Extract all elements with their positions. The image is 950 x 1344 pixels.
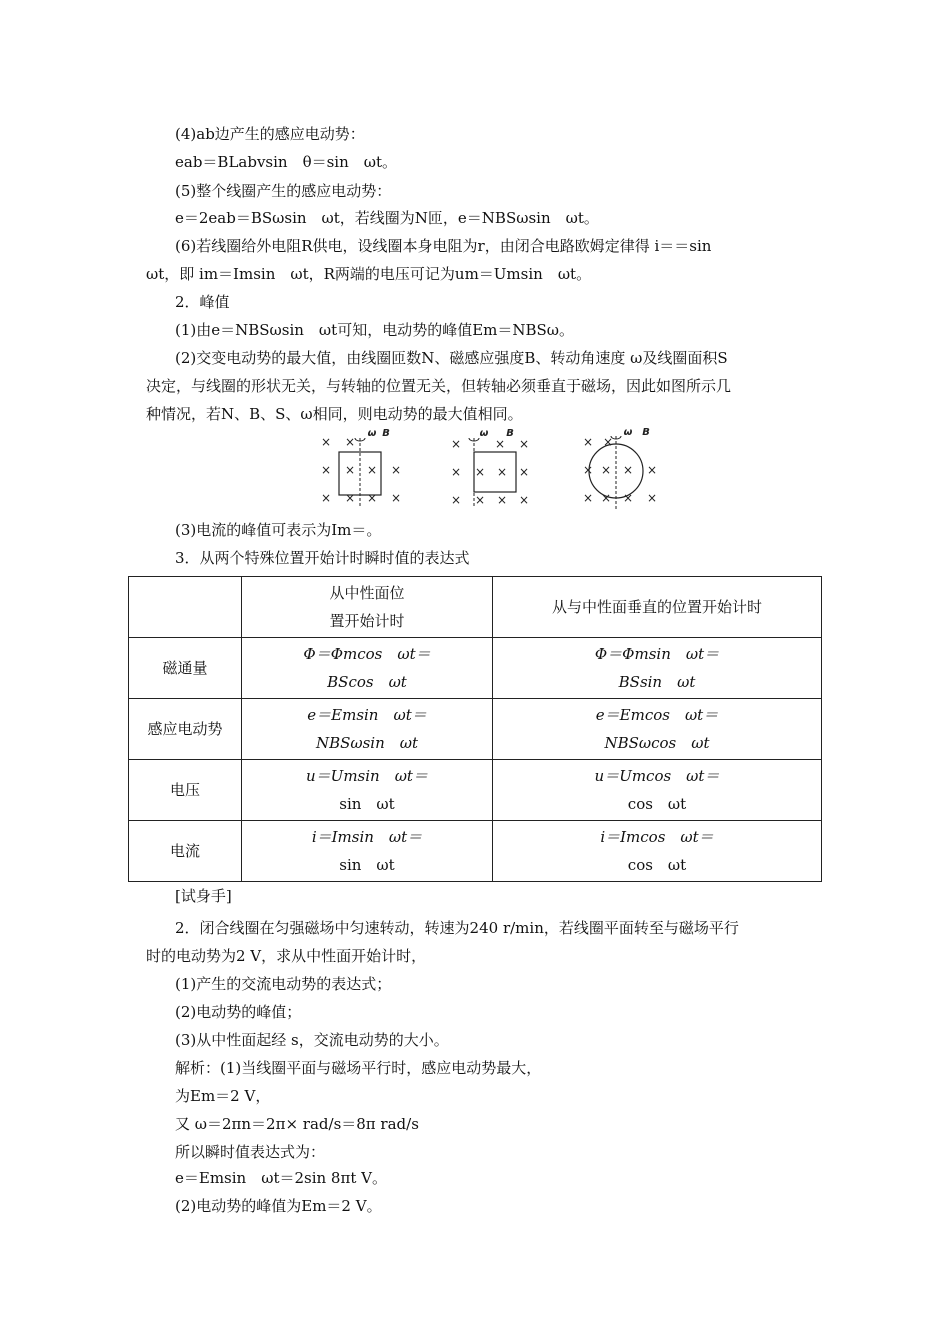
table-row [129,760,822,821]
figure-square-centered-axis [321,428,401,508]
omega-label: ω [623,427,633,438]
figure-circle-axis [583,427,657,510]
cross-mark: × [646,463,658,477]
figure-square-edge-axis [451,428,529,508]
cell-flux-neutral: Φ＝Φmcos ωt＝ BScos ωt [242,638,493,699]
omega-label: ω [367,428,377,439]
solution-line-5: e＝Emsin ωt＝2sin 8πt V。 [175,1169,387,1187]
cross-mark: × [622,463,634,477]
cross-mark: × [390,463,402,477]
section-heading-peak: 2．峰值 [175,293,230,311]
text-line-ohm-law-2: ωt，即 im＝Imsin ωt，R两端的电压可记为um＝Umsin ωt。 [146,265,592,283]
cross-mark: × [494,437,506,451]
cell-current-perpendicular: i＝Imcos ωt＝ cos ωt [493,821,822,882]
cross-mark: × [474,465,486,479]
cell-flux-perpendicular: Φ＝Φmsin ωt＝ BSsin ωt [493,638,822,699]
b-field-label: B [506,428,514,439]
cross-mark: × [320,435,332,449]
text-line-peak-1: (1)由e＝NBSωsin ωt可知，电动势的峰值Em＝NBSω。 [175,321,575,339]
cross-mark: × [450,493,462,507]
section-heading-instantaneous: 3．从两个特殊位置开始计时瞬时值的表达式 [175,549,470,567]
table-header-perpendicular: 从与中性面垂直的位置开始计时 [493,577,822,638]
cell-voltage-neutral: u＝Umsin ωt＝ sin ωt [242,760,493,821]
solution-line-3: 又 ω＝2πn＝2π× rad/s＝8π rad/s [175,1115,419,1133]
text-line-ohm-law-1: (6)若线圈给外电阻R供电，设线圈本身电阻为r，由闭合电路欧姆定律得 i＝＝sin [175,237,712,255]
cross-mark: × [344,463,356,477]
cross-mark: × [320,463,332,477]
cross-mark: × [582,463,594,477]
solution-line-2: 为Em＝2 V， [175,1087,271,1105]
omega-label: ω [479,428,489,439]
cross-mark: × [518,465,530,479]
table-row [129,699,822,760]
cross-mark: × [600,491,612,505]
solution-line-4: 所以瞬时值表达式为： [175,1143,326,1161]
solution-line-6: (2)电动势的峰值为Em＝2 V。 [175,1197,382,1215]
coil-field-figures [312,426,672,516]
cross-mark: × [602,435,614,449]
row-label-current: 电流 [129,821,242,882]
solution-line-1: 解析：(1)当线圈平面与磁场平行时，感应电动势最大， [175,1059,542,1077]
cell-voltage-perpendicular: u＝Umcos ωt＝ cos ωt [493,760,822,821]
text-line-coil-emf-title: (5)整个线圈产生的感应电动势： [175,182,392,200]
row-label-flux: 磁通量 [129,638,242,699]
text-line-coil-emf-formula: e＝2eab＝BSωsin ωt，若线圈为N匝，e＝NBSωsin ωt。 [175,209,599,227]
table-header-row [129,577,822,638]
text-line-ab-emf-formula: eab＝BLabvsin θ＝sin ωt。 [175,153,398,171]
cross-mark: × [344,491,356,505]
text-line-peak-2c: 种情况，若N、B、S、ω相同，则电动势的最大值相同。 [146,405,523,423]
row-label-emf: 感应电动势 [129,699,242,760]
table-row [129,638,822,699]
table-row [129,821,822,882]
cross-mark: × [366,463,378,477]
cell-emf-perpendicular: e＝Emcos ωt＝ NBSωcos ωt [493,699,822,760]
row-label-voltage: 电压 [129,760,242,821]
exercise-question-1: 2．闭合线圈在匀强磁场中匀速转动，转速为240 r/min，若线圈平面转至与磁场平行 [175,919,739,937]
exercise-subquestion-1: (1)产生的交流电动势的表达式； [175,975,392,993]
table-header-neutral: 从中性面位 置开始计时 [242,577,493,638]
table-header-empty [129,577,242,638]
cross-mark: × [518,437,530,451]
cross-mark: × [622,491,634,505]
b-field-label: B [642,427,650,438]
cross-mark: × [320,491,332,505]
exercise-question-2: 时的电动势为2 V，求从中性面开始计时， [146,947,427,965]
cross-mark: × [582,435,594,449]
cross-mark: × [646,491,658,505]
cross-mark: × [474,493,486,507]
text-line-peak-2a: (2)交变电动势的最大值，由线圈匝数N、磁感应强度B、转动角速度 ω及线圈面积S [175,349,728,367]
cross-mark: × [366,491,378,505]
cross-mark: × [390,491,402,505]
cross-mark: × [518,493,530,507]
cross-mark: × [600,463,612,477]
exercise-subquestion-3: (3)从中性面起经 s，交流电动势的大小。 [175,1031,449,1049]
b-field-label: B [382,428,390,439]
text-line-ab-emf-title: (4)ab边产生的感应电动势： [175,125,365,143]
text-line-current-peak: (3)电流的峰值可表示为Im＝。 [175,521,382,539]
cross-mark: × [582,491,594,505]
cross-mark: × [450,437,462,451]
cell-current-neutral: i＝Imsin ωt＝ sin ωt [242,821,493,882]
cross-mark: × [496,493,508,507]
exercise-subquestion-2: (2)电动势的峰值； [175,1003,302,1021]
instantaneous-values-table [128,576,822,882]
text-line-peak-2b: 决定，与线圈的形状无关，与转轴的位置无关，但转轴必须垂直于磁场，因此如图所示几 [146,377,732,395]
exercise-tag: [试身手] [175,887,232,905]
cell-emf-neutral: e＝Emsin ωt＝ NBSωsin ωt [242,699,493,760]
cross-mark: × [344,435,356,449]
cross-mark: × [496,465,508,479]
cross-mark: × [450,465,462,479]
